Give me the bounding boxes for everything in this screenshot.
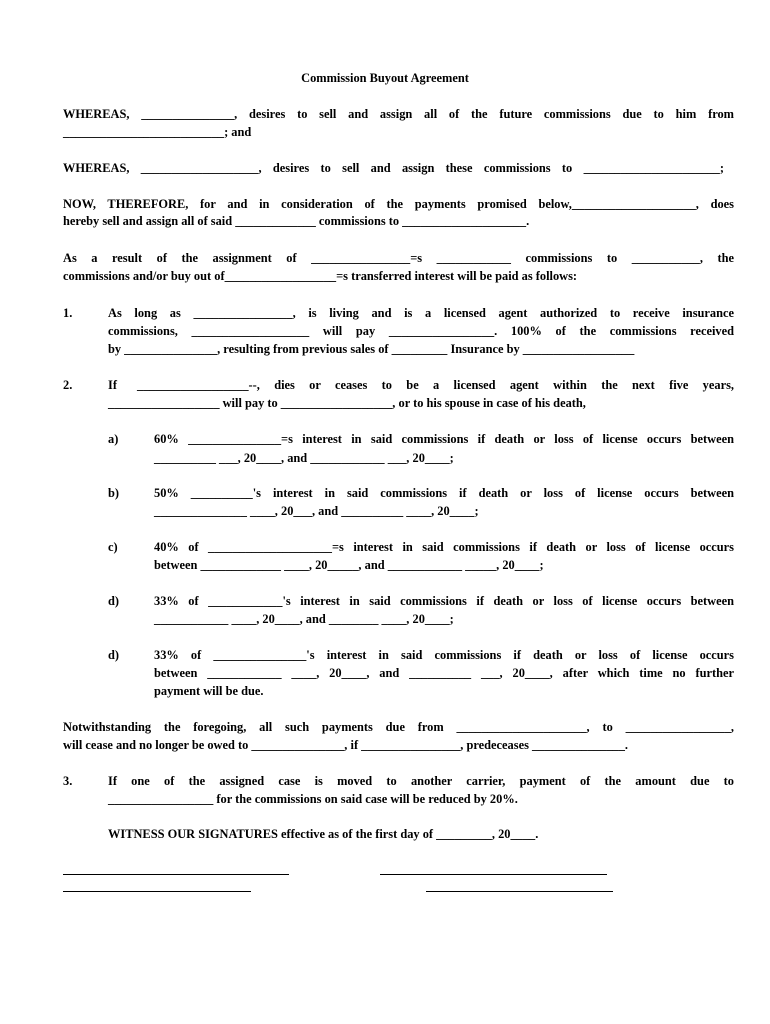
sub-b-line-1: 50% __________'s interest in said commissions if death or loss of license occurs between <box>154 486 734 500</box>
whereas-1-line-2: __________________________; and <box>63 125 252 139</box>
item-3-line-1: If one of the assigned case is moved to another carrier, payment of the amount due to <box>108 774 734 788</box>
witness-line: WITNESS OUR SIGNATURES effective as of the first day of _________, 20____. <box>108 827 539 841</box>
sub-a-label: a) <box>108 432 119 446</box>
item-1-line-2: commissions, ___________________ will pay _________________. 100% of the commissions received <box>108 324 734 338</box>
sub-d2-line-3: payment will be due. <box>154 684 264 698</box>
signature-line-right-bottom <box>426 891 613 892</box>
sub-d1-line-2: ____________ ____, 20____, and ________ ____, 20____; <box>154 612 454 626</box>
document-title: Commission Buyout Agreement <box>301 71 469 85</box>
sub-d2-line-1: 33% of _______________'s interest in said commissions if death or loss of license occurs <box>154 648 734 662</box>
sub-d1-label: d) <box>108 594 120 608</box>
notwithstanding-line-2: will cease and no longer be owed to _______________, if ________________, predeceases _______________. <box>63 738 629 752</box>
item-2-line-2: __________________ will pay to __________________, or to his spouse in case of his death, <box>108 396 586 410</box>
sub-c-line-1: 40% of ____________________=s interest in said commissions if death or loss of license occurs <box>154 540 734 554</box>
item-2-line-1: __________________--, dies or ceases to be a licensed agent within the next five years, <box>137 378 734 392</box>
sub-b-label: b) <box>108 486 120 500</box>
sub-a-line-1: 60% _______________=s interest in said commissions if death or loss of license occurs between <box>154 432 734 446</box>
sub-b-line-2: _______________ ____, 20___, and __________ ____, 20____; <box>154 504 479 518</box>
sub-c-label: c) <box>108 540 118 554</box>
whereas-1-line-1: WHEREAS, _______________, desires to sell and assign all of the future commissions due to him from <box>63 107 734 121</box>
whereas-2-line: WHEREAS, ___________________, desires to sell and assign these commissions to ______________________; <box>63 161 724 175</box>
result-line-1: As a result of the assignment of ________________=s ____________ commissions to ___________, the <box>63 251 734 265</box>
item-2-number: 2. <box>63 378 73 392</box>
notwithstanding-line-1: Notwithstanding the foregoing, all such payments due from _____________________, to _________________, <box>63 720 734 734</box>
result-line-2: commissions and/or buy out of__________________=s transferred interest will be paid as follows: <box>63 269 578 283</box>
item-3-number: 3. <box>63 774 73 788</box>
signature-line-right-top <box>380 874 607 875</box>
signature-line-left-bottom <box>63 891 251 892</box>
sub-d2-label: d) <box>108 648 120 662</box>
now-therefore-line-2: hereby sell and assign all of said _____________ commissions to ____________________. <box>63 214 530 228</box>
sub-d2-line-2: between ____________ ____, 20____, and __________ ___, 20____, after which time no further <box>154 666 734 680</box>
sub-a-line-2: __________ ___, 20____, and ____________ ___, 20____; <box>154 451 454 465</box>
sub-c-line-2: between _____________ ____, 20_____, and ____________ _____, 20____; <box>154 558 544 572</box>
item-1-number: 1. <box>63 306 73 320</box>
item-3-line-2: _________________ for the commissions on said case will be reduced by 20%. <box>108 792 518 806</box>
sub-d1-line-1: 33% of ____________'s interest in said commissions if death or loss of license occurs between <box>154 594 734 608</box>
signature-line-left-top <box>63 874 289 875</box>
item-1-line-1: As long as ________________, is living and is a licensed agent authorized to receive insurance <box>108 306 734 320</box>
item-1-line-3: by _______________, resulting from previous sales of _________ Insurance by __________________ <box>108 342 635 356</box>
now-therefore-line-1: NOW, THEREFORE, for and in consideration of the payments promised below,____________________, does <box>63 197 734 211</box>
item-2-if-word: If <box>108 378 117 392</box>
